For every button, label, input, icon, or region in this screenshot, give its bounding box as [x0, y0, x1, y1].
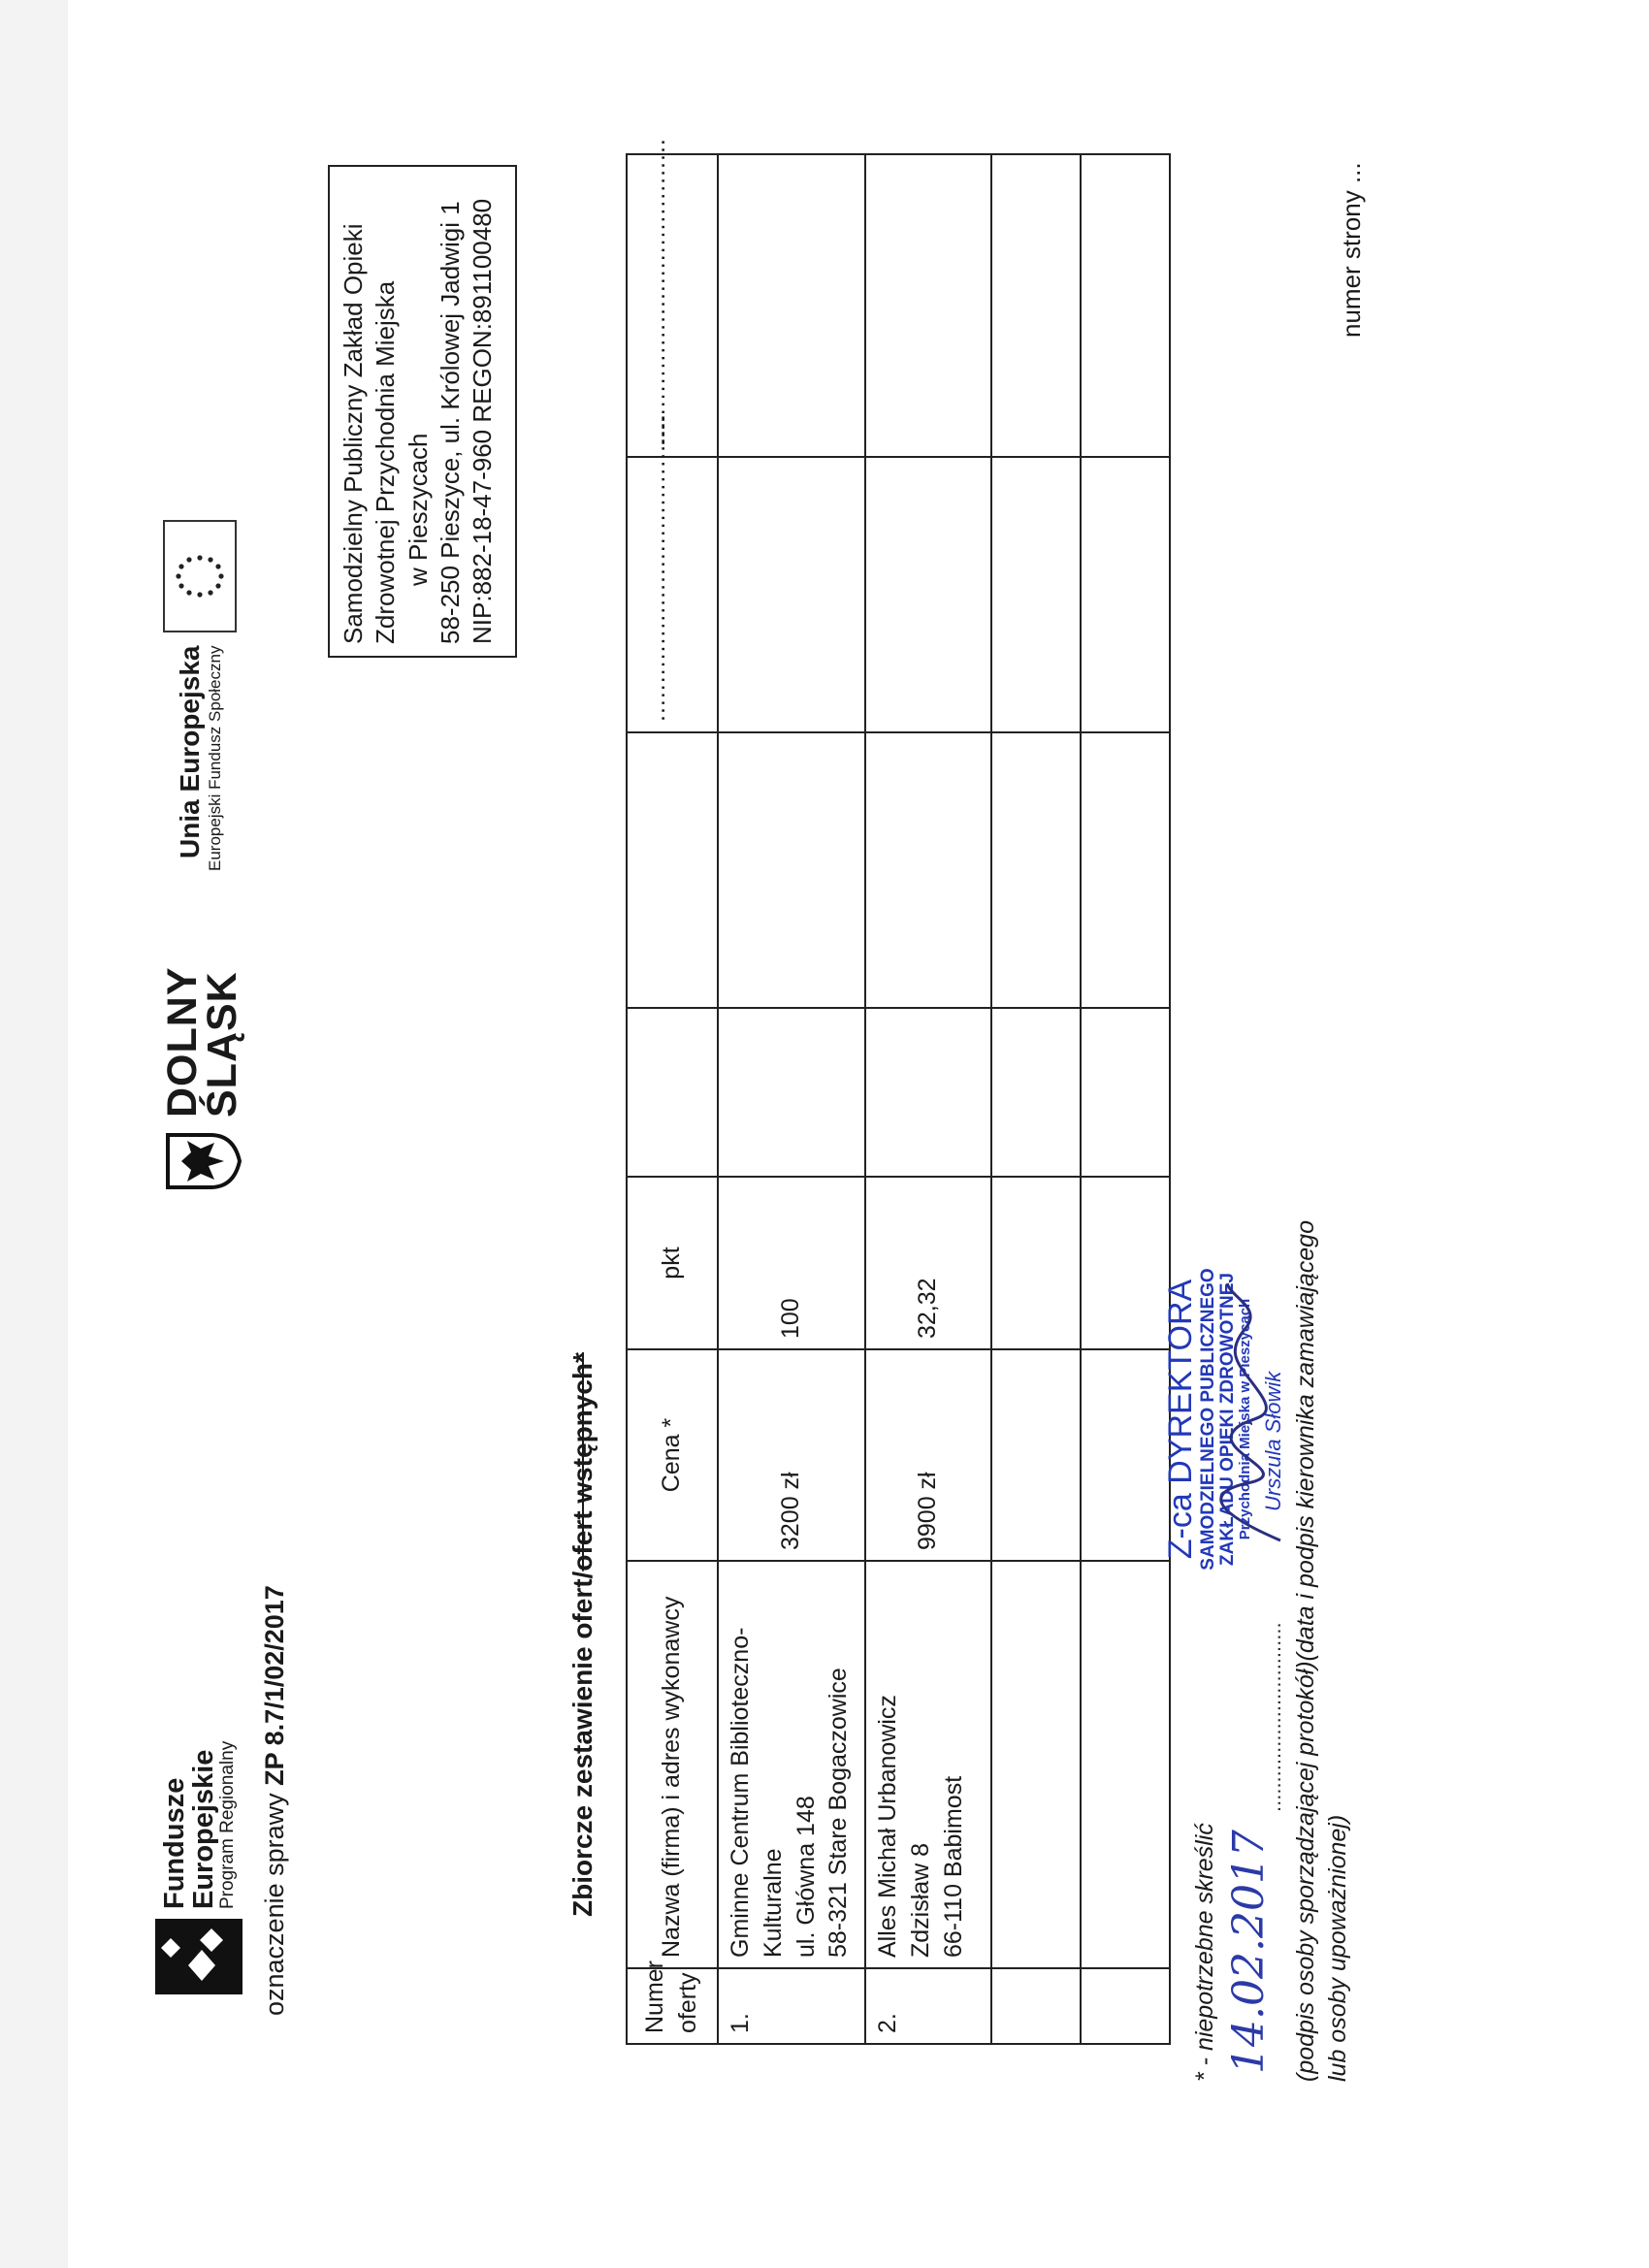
- header-number: Numer oferty: [627, 1968, 718, 2044]
- offers-table: [626, 138, 1171, 2045]
- logo-fundusze-europejskie: [155, 1741, 242, 1994]
- row3-c8: [991, 154, 1081, 457]
- ds-line2: ŚLĄSK: [198, 971, 245, 1118]
- handwritten-date: 14.02.2017: [1224, 1830, 1274, 2074]
- row4-c7: [1081, 457, 1170, 732]
- table-row: [1081, 154, 1170, 2044]
- row2-name-line2: Zdzisław 8: [906, 1842, 934, 1958]
- row3-c4: [991, 1177, 1081, 1349]
- institution-stamp-box: [328, 165, 517, 658]
- row3-c2: [991, 1561, 1081, 1968]
- header-extra-4: [627, 138, 718, 457]
- row1-empty-1: [718, 1008, 865, 1177]
- caption-line2: lub osoby upoważnionej): [1323, 1814, 1351, 2082]
- fundusze-europejskie-icon: [155, 1919, 242, 1994]
- case-number: [260, 1585, 290, 2016]
- table-header-row: [627, 154, 718, 2044]
- row3-c5: [991, 1008, 1081, 1177]
- caption-right: (data i podpis kierownika zamawiającego: [1292, 1220, 1319, 1662]
- row1-price: 3200 zł: [718, 1349, 865, 1561]
- stamp-director-line3: ZAKŁADU OPIEKI ZDROWOTNEJ: [1216, 1273, 1238, 1566]
- eu-flag-icon: [163, 520, 237, 632]
- stamp-director-line4: Przychodnia Miejska w Pieszycach: [1236, 1298, 1253, 1540]
- row1-empty-3: [718, 457, 865, 732]
- row1-name-line4: 58-321 Stare Bogaczowice: [824, 1668, 853, 1958]
- row1-number: 1.: [718, 1968, 865, 2044]
- row2-price: 9900 zł: [865, 1349, 991, 1561]
- row2-number: 2.: [865, 1968, 991, 2044]
- fe-line1: Fundusze: [158, 1777, 190, 1909]
- ds-line1: DOLNY: [159, 966, 206, 1118]
- header-name: Nazwa (firma) i adres wykonawcy: [627, 1561, 718, 1968]
- title-main: Zbiorcze zestawienie ofert/: [567, 1571, 598, 1917]
- case-number-value: ZP 8.7/1/02/2017: [260, 1585, 289, 1786]
- header-extra-2: [627, 732, 718, 1008]
- row2-name-line1: Alles Michał Urbanowicz: [874, 1695, 901, 1958]
- row2-empty-4: [865, 154, 991, 457]
- row1-empty-4: [718, 154, 865, 457]
- row2-empty-3: [865, 457, 991, 732]
- stamp-director-line2: SAMODZIELNEGO PUBLICZNEGO: [1197, 1268, 1218, 1571]
- stamp-line-1: Samodzielny Publiczny Zakład Opieki: [339, 223, 368, 644]
- row3-c7: [991, 457, 1081, 732]
- row1-name-line2: Kulturalne: [759, 1848, 787, 1958]
- stamp-line-5: NIP:882-18-47-960 REGON:891100480: [468, 198, 498, 644]
- row3-c3: [991, 1349, 1081, 1561]
- table-title: [567, 1352, 598, 1917]
- row3-c1: [991, 1968, 1081, 2044]
- row4-c5: [1081, 1008, 1170, 1177]
- fe-line2: Europejskie: [188, 1749, 220, 1909]
- row4-c3: [1081, 1349, 1170, 1561]
- logo-dolny-slask: [159, 966, 245, 1192]
- signature-caption: [1290, 1220, 1353, 2082]
- row3-c6: [991, 732, 1081, 1008]
- table-row: [991, 154, 1081, 2044]
- stamp-line-2: Zdrowotnej Przychodnia Miejska: [371, 280, 401, 644]
- row4-c2: [1081, 1561, 1170, 1968]
- title-struck: ofert wstępnych*: [567, 1352, 598, 1571]
- header-price: Cena *: [627, 1349, 718, 1561]
- stamp-line-3: w Pieszycach: [403, 433, 433, 586]
- header-dots-1: ........................................: [643, 413, 670, 722]
- row1-name: [718, 1561, 865, 1968]
- header-dots-2: ........................................: [643, 138, 670, 446]
- logo-unia-europejska: [163, 520, 237, 871]
- footnote: * - niepotrzebne skreślić: [1191, 1823, 1218, 2082]
- row1-points: 100: [718, 1177, 865, 1349]
- row2-name: [865, 1561, 991, 1968]
- row1-name-line1: Gminne Centrum Biblioteczno-: [727, 1627, 754, 1958]
- header-points: pkt: [627, 1177, 718, 1349]
- row4-c4: [1081, 1177, 1170, 1349]
- eagle-crest-icon: [164, 1131, 242, 1191]
- ue-line1: Unia Europejska: [175, 645, 206, 859]
- ue-line2: Europejski Fundusz Społeczny: [206, 645, 225, 871]
- row2-points: 32,32: [865, 1177, 991, 1349]
- table-row: [718, 154, 865, 2044]
- row4-c6: [1081, 732, 1170, 1008]
- header-extra-3: [627, 413, 718, 732]
- caption-line1: (podpis osoby sporządzającej protokół): [1292, 1661, 1319, 2082]
- signature-dots: ................................: [1261, 1622, 1285, 1812]
- fe-line3: Program Regionalny: [217, 1740, 239, 1909]
- row2-empty-2: [865, 732, 991, 1008]
- row1-name-line3: ul. Główna 148: [792, 1796, 820, 1958]
- row1-empty-2: [718, 732, 865, 1008]
- row4-c8: [1081, 154, 1170, 457]
- row4-c1: [1081, 1968, 1170, 2044]
- signer-name: Urszula Słowik: [1261, 1371, 1285, 1511]
- page-number: numer strony ...: [1337, 162, 1366, 338]
- stamp-line-4: 58-250 Pieszyce, ul. Królowej Jadwigi 1: [435, 201, 465, 644]
- header-extra-1: [627, 1008, 718, 1177]
- stamp-director-title: Z-ca DYREKTORA: [1162, 1279, 1199, 1560]
- case-label: oznaczenie sprawy: [260, 1793, 289, 2016]
- table-row: [865, 154, 991, 2044]
- row2-empty-1: [865, 1008, 991, 1177]
- row2-name-line3: 66-110 Babimost: [939, 1775, 967, 1958]
